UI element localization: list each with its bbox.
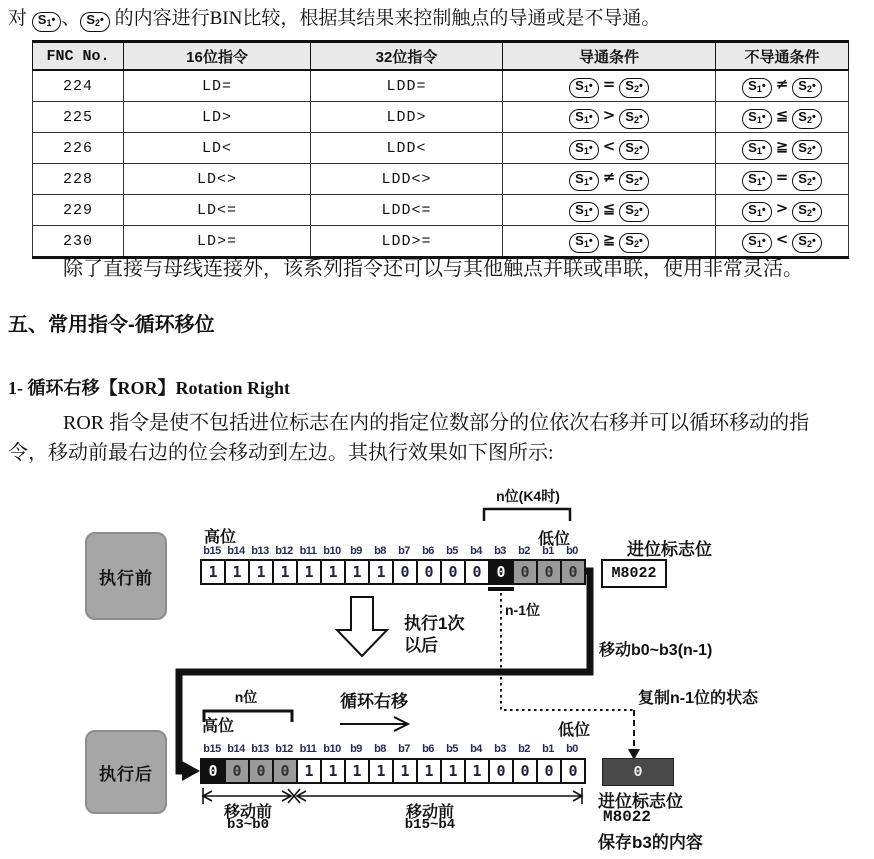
bit-label: b7 <box>398 545 410 557</box>
operand-pill <box>569 202 599 222</box>
operand-dot: • <box>761 172 766 185</box>
condition-operator: ≧ <box>775 136 789 155</box>
rotate-arrow-head <box>394 717 408 731</box>
bit-cells-after <box>200 758 586 784</box>
bit-cell: 1 <box>440 758 466 784</box>
instruction-16bit-cell: LD> <box>124 102 311 133</box>
bit-cell: 1 <box>416 758 442 784</box>
bit-label: b3 <box>494 743 506 755</box>
table-row <box>33 133 849 164</box>
range1-label-2: b3~b0 <box>226 817 269 833</box>
carry-flag-label-after: 进位标志位 <box>598 792 683 811</box>
operand-subscript: 2 <box>806 238 812 249</box>
operand-letter: S <box>748 201 757 217</box>
instruction-32bit-cell: LDD> <box>311 102 503 133</box>
column-header: 16位指令 <box>124 42 311 71</box>
condition-operator: ≠ <box>602 167 616 186</box>
operand-letter: S <box>798 232 807 248</box>
operand-letter: S <box>748 77 757 93</box>
m8022-register-box: M8022 <box>601 559 667 588</box>
operand-pill <box>619 233 649 253</box>
table-row <box>33 164 849 195</box>
operand-letter: S <box>575 108 584 124</box>
operand-subscript: 2 <box>633 83 639 94</box>
section-heading: 五、常用指令-循环移位 <box>8 314 215 336</box>
after-execution-box: 执行后 <box>85 730 167 814</box>
bit-cell: 1 <box>224 559 250 585</box>
bit-label: b8 <box>374 545 386 557</box>
column-header: 32位指令 <box>311 42 503 71</box>
n-bits-bracket-before <box>484 509 570 521</box>
bit-cell: 1 <box>344 559 370 585</box>
operand-subscript: 1 <box>583 83 589 94</box>
operand-pill <box>792 233 822 253</box>
operand-letter: S <box>37 12 47 27</box>
n-bits-label-after: n位 <box>234 689 258 705</box>
on-condition-cell <box>503 102 716 133</box>
operand-pill <box>742 202 772 222</box>
condition-operator: ≦ <box>775 105 789 124</box>
operand-pill <box>32 12 62 32</box>
operand-dot: • <box>588 172 593 185</box>
instruction-32bit-cell: LDD>= <box>311 226 503 258</box>
operand-pill <box>569 109 599 129</box>
operand-pill <box>569 78 599 98</box>
operand-pill <box>742 109 772 129</box>
carry-flag-label-before: 进位标志位 <box>627 540 712 559</box>
bit-cell: 1 <box>200 559 226 585</box>
operand-pill <box>792 202 822 222</box>
low-bits-label-after: 低位 <box>558 722 591 739</box>
operand-subscript: 1 <box>46 18 52 28</box>
operand-dot: • <box>51 14 56 26</box>
table-row <box>33 102 849 133</box>
range2-head-left <box>297 791 306 801</box>
bit-cell: 0 <box>416 559 442 585</box>
bit-cell: 1 <box>272 559 298 585</box>
instruction-16bit-cell: LD< <box>124 133 311 164</box>
operand-subscript: 2 <box>806 145 812 156</box>
instruction-32bit-cell: LDD<> <box>311 164 503 195</box>
bit-label: b6 <box>422 545 434 557</box>
bit-label: b8 <box>374 743 386 755</box>
operand-pill <box>619 171 649 191</box>
operand-subscript: 1 <box>756 176 762 187</box>
intro-line: 对 $S_1•$ 、 $S_2•$ 的内容进行BIN比较，根据其结果来控制触点的导通或是不导通。 <box>8 3 660 32</box>
on-condition-cell <box>503 70 716 102</box>
operand-subscript: 1 <box>756 145 762 156</box>
operand-letter: S <box>798 108 807 124</box>
fnc-number-cell: 224 <box>33 70 124 102</box>
operand-letter: S <box>625 201 634 217</box>
bit-cell: 1 <box>320 758 346 784</box>
instruction-16bit-cell: LD= <box>124 70 311 102</box>
bit-cell: 0 <box>224 758 250 784</box>
operand-dot: • <box>811 203 816 216</box>
operand-letter: S <box>575 201 584 217</box>
operand-subscript: 2 <box>806 176 812 187</box>
operand-dot: • <box>588 234 593 247</box>
operand-dot: • <box>638 79 643 92</box>
operand-dot: • <box>811 234 816 247</box>
condition-operator: < <box>775 229 789 248</box>
bit-label: b0 <box>566 545 578 557</box>
fnc-number-cell: 226 <box>33 133 124 164</box>
n-minus-1-label: n-1位 <box>505 602 540 618</box>
fnc-number-cell: 230 <box>33 226 124 258</box>
execute-down-arrow <box>337 597 387 656</box>
bit-label: b9 <box>350 545 362 557</box>
operand-letter: S <box>625 77 634 93</box>
off-condition-cell <box>716 133 849 164</box>
operand-pill <box>619 78 649 98</box>
operand-dot: • <box>811 110 816 123</box>
bit-cell: 0 <box>560 758 586 784</box>
operand-pill <box>742 78 772 98</box>
bit-label: b11 <box>299 545 317 557</box>
bit-cell: 0 <box>512 758 538 784</box>
operand-letter: S <box>798 139 807 155</box>
bit-cell: 0 <box>440 559 466 585</box>
bit-label: b15 <box>203 545 221 557</box>
bit-cell: 0 <box>392 559 418 585</box>
operand-subscript: 1 <box>756 238 762 249</box>
condition-operator: ≦ <box>602 198 616 217</box>
copy-note-label: 复制n-1位的状态 <box>638 690 759 707</box>
range2-head-right <box>573 791 582 801</box>
operand-letter: S <box>575 170 584 186</box>
operand-letter: S <box>625 232 634 248</box>
bit-label: b15 <box>203 743 221 755</box>
bit-label: b11 <box>299 743 317 755</box>
operand-subscript: 2 <box>633 145 639 156</box>
operand-pill <box>742 171 772 191</box>
condition-operator: > <box>602 105 616 124</box>
bit-labels-before <box>200 545 584 557</box>
bit-labels-after <box>200 743 584 755</box>
operand-dot: • <box>761 141 766 154</box>
bit-cell: 1 <box>248 559 274 585</box>
bit-cell: 0 <box>200 758 226 784</box>
rotation-path-arrowhead <box>182 761 200 781</box>
operand-letter: S <box>798 77 807 93</box>
bit-label: b12 <box>275 545 293 557</box>
instruction-32bit-cell: LDD= <box>311 70 503 102</box>
operand-pill <box>742 233 772 253</box>
bit-label: b5 <box>446 743 458 755</box>
operand-dot: • <box>638 172 643 185</box>
bit-cell: 0 <box>464 559 490 585</box>
operand-dot: • <box>638 110 643 123</box>
instruction-32bit-cell: LDD< <box>311 133 503 164</box>
off-condition-cell <box>716 102 849 133</box>
operand-subscript: 1 <box>583 145 589 156</box>
bit-cell: 1 <box>296 758 322 784</box>
operand-dot: • <box>588 79 593 92</box>
low-bits-label-before: 低位 <box>538 531 571 548</box>
operand-dot: • <box>761 234 766 247</box>
bit-label: b10 <box>323 545 341 557</box>
condition-operator: ≠ <box>775 74 789 93</box>
bit-cell: 0 <box>536 559 562 585</box>
bit-label: b4 <box>470 743 482 755</box>
operand-dot: • <box>761 79 766 92</box>
execute-once-label-2: 以后 <box>404 636 438 655</box>
range2-label-1: 移动前 <box>405 804 454 821</box>
operand-letter: S <box>86 12 95 27</box>
description-line-1: ROR 指令是使不包括进位标志在内的指定位数部分的位依次右移并可以循环移动的指 <box>63 412 810 434</box>
operand-pill <box>619 140 649 160</box>
before-execution-box: 执行前 <box>85 532 167 620</box>
operand-pill <box>569 171 599 191</box>
condition-operator: = <box>602 74 616 93</box>
on-condition-cell <box>503 195 716 226</box>
operand-pill <box>569 233 599 253</box>
operand-letter: S <box>575 77 584 93</box>
column-header: 导通条件 <box>503 42 716 71</box>
bit-cell: 0 <box>248 758 274 784</box>
operand-letter: S <box>748 232 757 248</box>
bit-cell: 1 <box>464 758 490 784</box>
operand-dot: • <box>811 141 816 154</box>
operand-subscript: 1 <box>756 207 762 218</box>
operand-letter: S <box>748 108 757 124</box>
bit-label: b14 <box>227 743 245 755</box>
bit-label: b14 <box>227 545 245 557</box>
bit-label: b2 <box>518 545 530 557</box>
move-note-label: 移动b0~b3(n-1) <box>599 642 713 659</box>
bit-label: b2 <box>518 743 530 755</box>
operand-subscript: 1 <box>756 114 762 125</box>
bit-cell: 0 <box>512 559 538 585</box>
operand-subscript: 2 <box>806 207 812 218</box>
operand-subscript: 1 <box>756 83 762 94</box>
on-condition-cell <box>503 133 716 164</box>
bit-cell: 1 <box>344 758 370 784</box>
range1-label-1: 移动前 <box>223 804 272 821</box>
operand-subscript: 2 <box>806 114 812 125</box>
operand-pill <box>792 109 822 129</box>
bit-label: b10 <box>323 743 341 755</box>
carry-value-box: 0 <box>602 758 674 786</box>
operand-letter: S <box>625 108 634 124</box>
instruction-32bit-cell: LDD<= <box>311 195 503 226</box>
operand-dot: • <box>588 141 593 154</box>
operand-pill <box>569 140 599 160</box>
operand-letter: S <box>625 170 634 186</box>
note-paragraph: 除了直接与母线连接外，该系列指令还可以与其他触点并联或串联，使用非常灵活。 <box>63 258 803 280</box>
condition-operator: ≧ <box>602 229 616 248</box>
bit-cell: 0 <box>488 559 514 585</box>
b3-marker <box>488 587 514 591</box>
operand-dot: • <box>811 79 816 92</box>
operand-pill <box>792 78 822 98</box>
instruction-16bit-cell: LD<> <box>124 164 311 195</box>
column-header: FNC No. <box>33 42 124 71</box>
rotate-right-label: 循环右移 <box>340 692 408 711</box>
bit-cell: 1 <box>368 758 394 784</box>
fnc-number-cell: 229 <box>33 195 124 226</box>
execute-once-label-1: 执行1次 <box>404 614 465 633</box>
table-row <box>33 195 849 226</box>
range2-label-2: b15~b4 <box>404 817 456 833</box>
instruction-16bit-cell: LD>= <box>124 226 311 258</box>
sub-heading: 1- 循环右移【ROR】Rotation Right <box>8 378 290 398</box>
operand-letter: S <box>748 139 757 155</box>
fnc-number-cell: 228 <box>33 164 124 195</box>
operand-pill <box>792 171 822 191</box>
condition-operator: = <box>775 167 789 186</box>
carry-save-note: 保存b3的内容 <box>598 833 703 852</box>
operand-subscript: 1 <box>583 114 589 125</box>
operand-pill <box>742 140 772 160</box>
column-header: 不导通条件 <box>716 42 849 71</box>
operand-subscript: 1 <box>583 207 589 218</box>
operand-dot: • <box>100 14 104 26</box>
operand-dot: • <box>638 141 643 154</box>
high-bits-label-before: 高位 <box>204 529 237 546</box>
operand-pill <box>619 109 649 129</box>
bit-label: b9 <box>350 743 362 755</box>
carry-register-label-after: M8022 <box>603 808 652 826</box>
bit-cell: 0 <box>488 758 514 784</box>
operand-dot: • <box>588 110 593 123</box>
bit-cell: 1 <box>368 559 394 585</box>
operand-letter: S <box>748 170 757 186</box>
operand-dot: • <box>761 110 766 123</box>
bit-cell: 0 <box>536 758 562 784</box>
operand-letter: S <box>798 201 807 217</box>
bit-label: b13 <box>251 743 269 755</box>
operand-dot: • <box>588 203 593 216</box>
table-row <box>33 70 849 102</box>
operand-subscript: 2 <box>633 114 639 125</box>
operand-letter: S <box>798 170 807 186</box>
operand-dot: • <box>811 172 816 185</box>
off-condition-cell <box>716 164 849 195</box>
operand-subscript: 1 <box>583 176 589 187</box>
table-header-row <box>33 42 849 71</box>
bit-label: b5 <box>446 545 458 557</box>
bit-label: b6 <box>422 743 434 755</box>
bit-label: b0 <box>566 743 578 755</box>
on-condition-cell <box>503 164 716 195</box>
operand-dot: • <box>638 203 643 216</box>
operand-letter: S <box>575 232 584 248</box>
operand-letter: S <box>625 139 634 155</box>
condition-operator: > <box>775 198 789 217</box>
operand-subscript: 2 <box>633 207 639 218</box>
condition-operator: < <box>602 136 616 155</box>
bit-cell: 1 <box>320 559 346 585</box>
bit-label: b13 <box>251 545 269 557</box>
operand-subscript: 2 <box>633 176 639 187</box>
bit-label: b4 <box>470 545 482 557</box>
off-condition-cell <box>716 70 849 102</box>
high-bits-label-after: 高位 <box>202 718 235 735</box>
bit-cell: 1 <box>392 758 418 784</box>
operand-subscript: 2 <box>806 83 812 94</box>
description-line-2: 令，移动前最右边的位会移动到左边。其执行效果如下图所示: <box>8 442 554 464</box>
bit-cell: 1 <box>296 559 322 585</box>
bit-cells-before <box>200 559 586 585</box>
operand-pill <box>792 140 822 160</box>
bit-label: b1 <box>542 743 554 755</box>
operand-subscript: 2 <box>95 18 101 28</box>
operand-pill <box>619 202 649 222</box>
operand-dot: • <box>761 203 766 216</box>
operand-dot: • <box>638 234 643 247</box>
bit-label: b12 <box>275 743 293 755</box>
n-bits-label-before: n位(K4时) <box>496 488 560 504</box>
fnc-number-cell: 225 <box>33 102 124 133</box>
bit-label: b3 <box>494 545 506 557</box>
off-condition-cell <box>716 195 849 226</box>
fnc-comparison-table <box>32 40 849 259</box>
bit-cell: 0 <box>560 559 586 585</box>
bit-label: b1 <box>542 545 554 557</box>
bit-cell: 0 <box>272 758 298 784</box>
instruction-16bit-cell: LD<= <box>124 195 311 226</box>
operand-subscript: 1 <box>583 238 589 249</box>
bit-label: b7 <box>398 743 410 755</box>
operand-pill <box>80 12 110 32</box>
operand-letter: S <box>575 139 584 155</box>
operand-subscript: 2 <box>633 238 639 249</box>
